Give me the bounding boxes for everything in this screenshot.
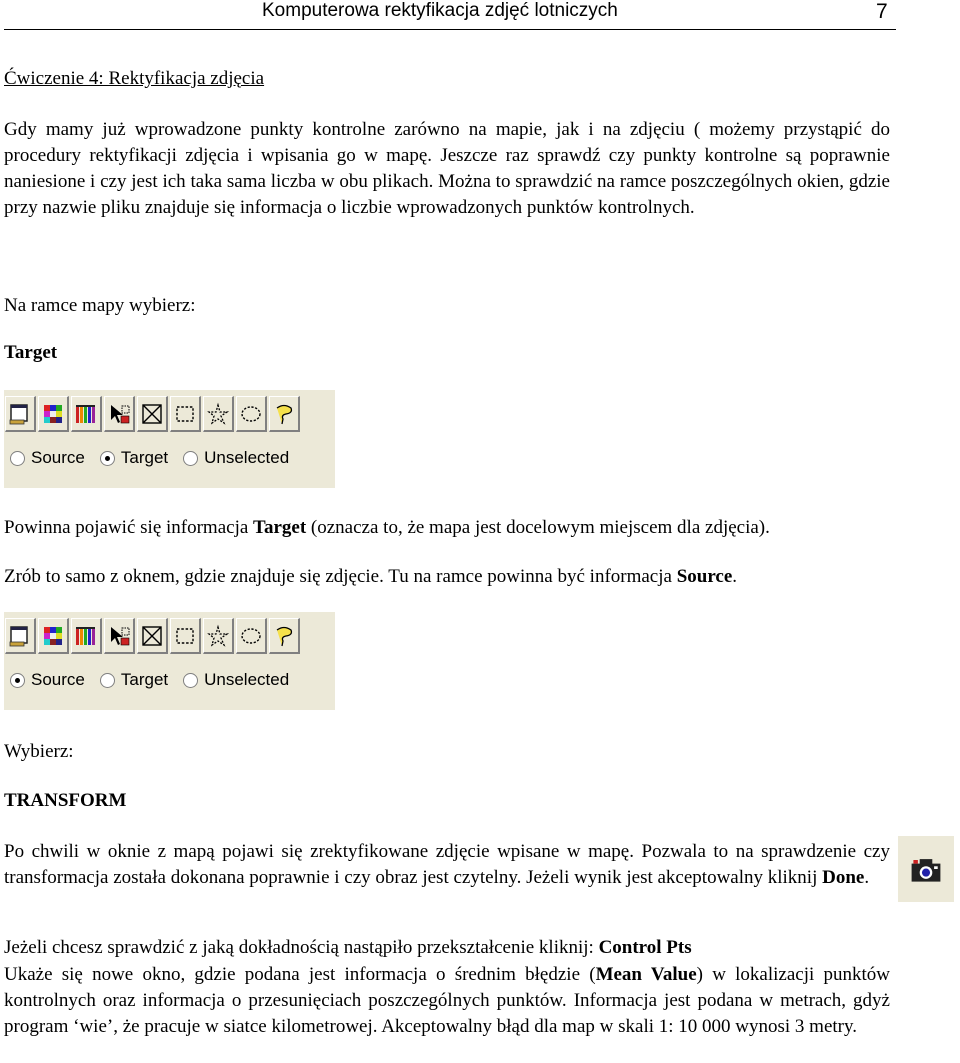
cross-box-icon[interactable] [137, 396, 168, 432]
pointer-icon[interactable] [104, 396, 135, 432]
color-bars-icon[interactable] [71, 618, 102, 654]
radio-source-label: Source [31, 448, 85, 467]
toolbar-panel-target [4, 390, 335, 488]
header-divider [4, 29, 896, 30]
palette-icon[interactable] [38, 618, 69, 654]
target-heading: Target [4, 342, 58, 363]
radio-unselected-label: Unselected [204, 448, 290, 467]
ellipse-select-icon[interactable] [236, 396, 267, 432]
map-frame-instruction: Na ramce mapy wybierz: [4, 295, 196, 316]
rectangle-select-icon[interactable] [170, 618, 201, 654]
radio-unselected-button[interactable] [183, 451, 198, 466]
intro-paragraph: Gdy mamy już wprowadzone punkty kontrolne zarówno na mapie, jak i na zdjęciu ( możemy przystąpić do procedury rektyfikacji zdjęcia i wpisania go w mapę. Jeszcze raz sprawdź czy punkty kontrolne są poprawnie naniesione i czy jest ich taka sama liczba w obu plikach. Można to sprawdzić na ramce poszczególnych okien, gdzie przy nazwie pliku znajduje się informacja o liczbie wprowadzonych punktów kontrolnych. [4, 119, 890, 218]
target-note: Powinna pojawić się informacja Target (oznacza to, że mapa jest docelowym miejscem dla zdjęcia). [4, 517, 770, 538]
radio-target[interactable] [100, 448, 168, 468]
exercise-title: Ćwiczenie 4: Rektyfikacja zdjęcia [4, 68, 265, 89]
selection-radio-group [10, 448, 304, 468]
window-icon[interactable] [5, 618, 36, 654]
lasso-icon[interactable] [269, 396, 300, 432]
source-note: Zrób to samo z oknem, gdzie znajduje się zdjęcie. Tu na ramce powinna być informacja Source. [4, 566, 738, 587]
palette-icon[interactable] [38, 396, 69, 432]
radio-source[interactable] [10, 448, 85, 468]
radio-target-label: Target [120, 670, 169, 689]
radio-unselected[interactable] [183, 448, 289, 468]
rectangle-select-icon[interactable] [170, 396, 201, 432]
radio-source-label: Source [31, 670, 85, 689]
control-points-line: Jeżeli chcesz sprawdzić z jaką dokładnością nastąpiło przekształcenie kliknij: Control Pts [4, 937, 692, 958]
ellipse-select-icon[interactable] [236, 618, 267, 654]
radio-source-button[interactable] [10, 673, 25, 688]
transform-heading: TRANSFORM [4, 790, 127, 811]
selection-radio-group [10, 670, 304, 690]
radio-unselected-button[interactable] [183, 673, 198, 688]
toolbar [5, 394, 300, 436]
transform-paragraph: Po chwili w oknie z mapą pojawi się zrektyfikowane zdjęcie wpisane w mapę. Pozwala to na sprawdzenie czy transformacja została dokonana poprawnie i czy obraz jest czytelny. Jeżeli wynik jest akceptowalny kliknij Done. [4, 841, 890, 888]
choose-label: Wybierz: [4, 741, 74, 762]
color-bars-icon[interactable] [71, 396, 102, 432]
radio-target-button[interactable] [100, 673, 115, 688]
radio-target-button[interactable] [100, 451, 115, 466]
radio-target-label: Target [120, 448, 169, 467]
camera-icon[interactable] [898, 836, 954, 902]
radio-unselected[interactable] [183, 670, 289, 690]
toolbar [5, 616, 300, 658]
radio-unselected-label: Unselected [204, 670, 290, 689]
lasso-icon[interactable] [269, 618, 300, 654]
page-number: 7 [876, 0, 888, 23]
cross-box-icon[interactable] [137, 618, 168, 654]
radio-source[interactable] [10, 670, 85, 690]
polygon-select-icon[interactable] [203, 396, 234, 432]
polygon-select-icon[interactable] [203, 618, 234, 654]
final-paragraph: Ukaże się nowe okno, gdzie podana jest informacja o średnim błędzie (Mean Value) w lokalizacji punktów kontrolnych oraz informacja o przesunięciach poszczególnych punktów. Informacja jest podana w metrach, gdyż program ‘wie’, że pracuje w siatce kilometrowej. Akceptowalny błąd dla map w skali 1: 10 000 wynosi 3 metry. [4, 964, 890, 1037]
radio-target[interactable] [100, 670, 168, 690]
header-title: Komputerowa rektyfikacja zdjęć lotniczych [262, 0, 618, 21]
toolbar-panel-source [4, 612, 335, 710]
radio-source-button[interactable] [10, 451, 25, 466]
window-icon[interactable] [5, 396, 36, 432]
pointer-icon[interactable] [104, 618, 135, 654]
